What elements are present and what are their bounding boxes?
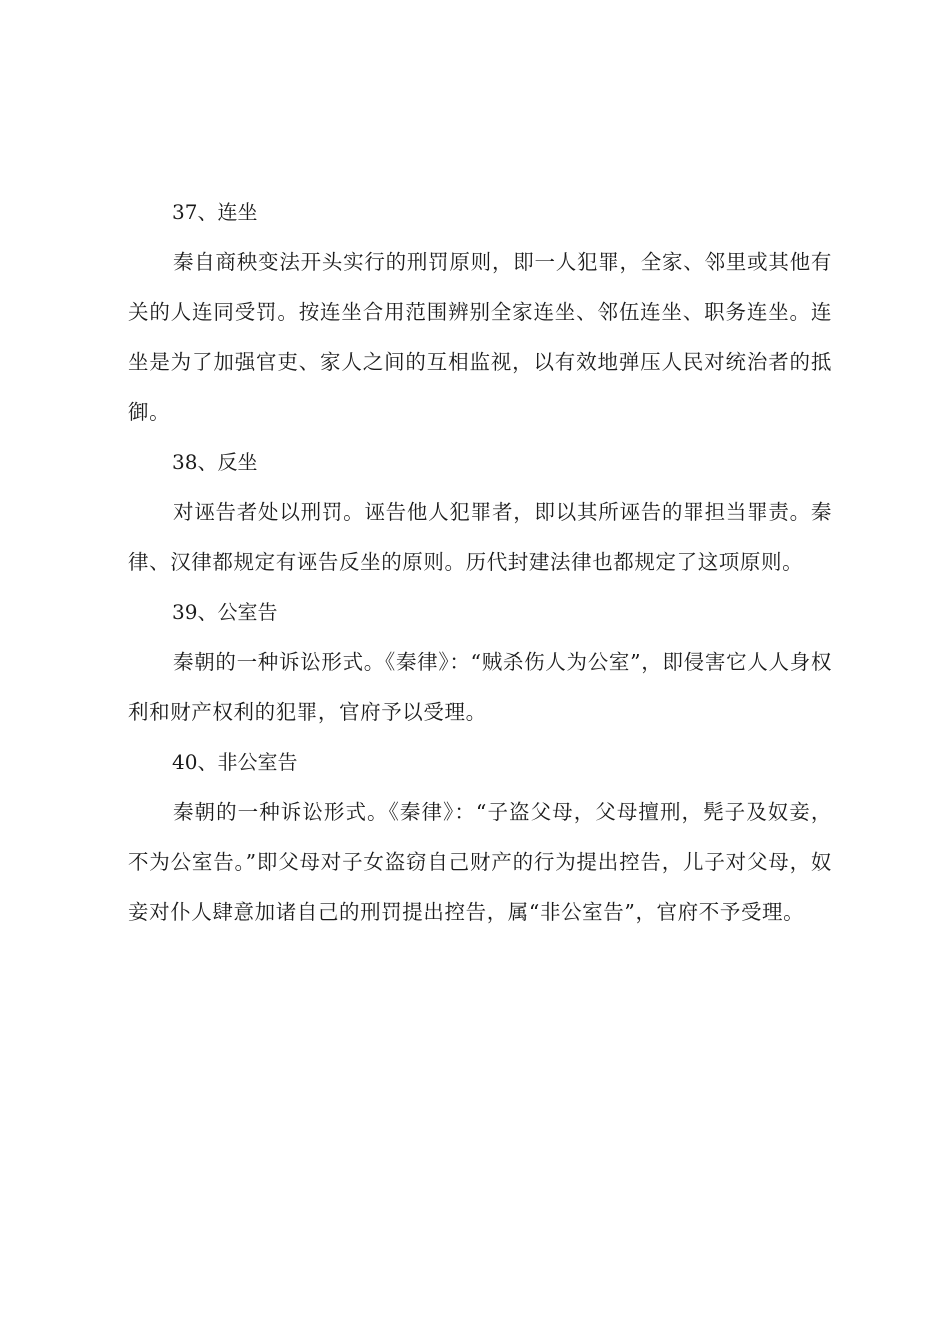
section-heading-38: 38、反坐: [172, 450, 258, 474]
document-content: [128, 187, 832, 937]
section-heading-39: 39、公室告: [172, 600, 278, 624]
section-body-37: 秦自商秧变法开头实行的刑罚原则，即一人犯罪，全家、邻里或其他有关的人连同受罚。按连坐合用范围辨别全家连坐、邻伍连坐、职务连坐。连坐是为了加强官吏、家人之间的互相监视，以有效地弹压人民对统治者的抵御。: [128, 250, 832, 424]
section-heading-40: 40、非公室告: [172, 750, 298, 774]
section-body-39: 秦朝的一种诉讼形式。《秦律》：“贼杀伤人为公室”，即侵害它人人身权利和财产权利的犯罪，官府予以受理。: [128, 650, 832, 724]
section-body-38: 对诬告者处以刑罚。诬告他人犯罪者，即以其所诬告的罪担当罪责。秦律、汉律都规定有诬告反坐的原则。历代封建法律也都规定了这项原则。: [128, 500, 832, 574]
section-body-40: 秦朝的一种诉讼形式。《秦律》：“子盗父母，父母擅刑，髡子及奴妾，不为公室告。”即父母对子女盗窃自己财产的行为提出控告，儿子对父母，奴妾对仆人肆意加诸自己的刑罚提出控告，属“非公室告”，官府不予受理。: [128, 800, 832, 924]
section-heading-37: 37、连坐: [172, 200, 258, 224]
